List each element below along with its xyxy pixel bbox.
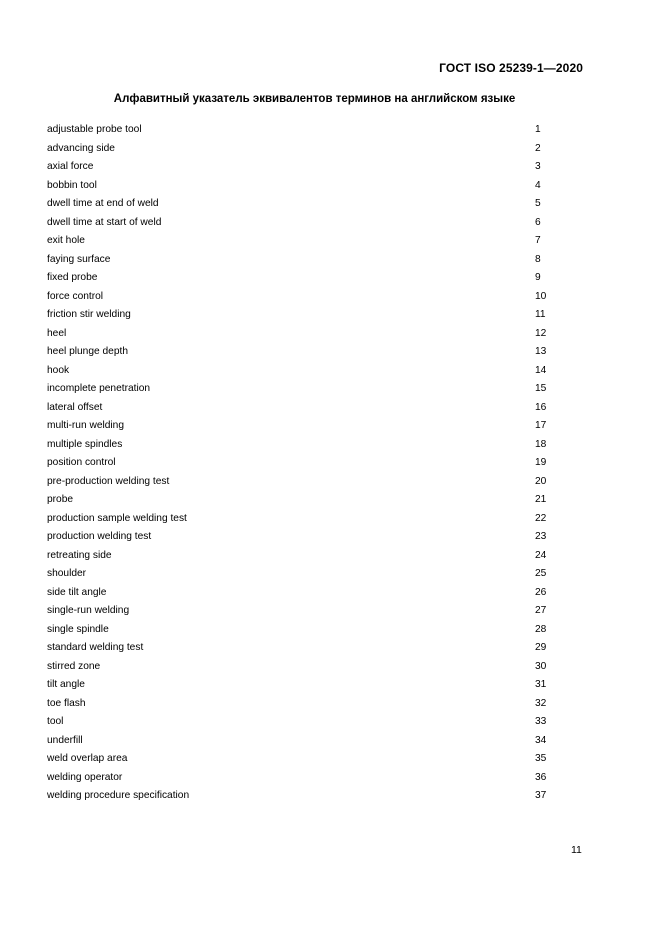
index-term-number: 13 bbox=[535, 346, 547, 357]
index-term: multiple spindles bbox=[47, 438, 123, 450]
index-entry bbox=[47, 325, 547, 344]
index-term: incomplete penetration bbox=[47, 383, 151, 394]
index-term-number: 36 bbox=[535, 771, 547, 783]
index-term: axial force bbox=[47, 161, 94, 172]
index-entry bbox=[47, 288, 547, 307]
index-term: advancing side bbox=[47, 142, 115, 154]
index-term-number: 2 bbox=[535, 142, 541, 154]
index-entry bbox=[47, 232, 547, 251]
index-term: adjustable probe tool bbox=[47, 124, 142, 135]
index-term: single spindle bbox=[47, 623, 109, 635]
index-term: pre-production welding test bbox=[47, 475, 170, 487]
index-entry bbox=[47, 491, 547, 510]
index-term-number: 27 bbox=[535, 605, 547, 616]
index-term-number: 30 bbox=[535, 660, 547, 672]
index-entry bbox=[47, 750, 547, 769]
index-entry bbox=[47, 158, 547, 177]
index-entry bbox=[47, 436, 547, 455]
index-term: heel plunge depth bbox=[47, 346, 129, 357]
index-entry bbox=[47, 621, 547, 640]
index-term-number: 12 bbox=[535, 327, 547, 339]
index-term: welding operator bbox=[47, 771, 123, 783]
index-title: Алфавитный указатель эквивалентов терминов на английском языке bbox=[113, 93, 516, 105]
index-term: faying surface bbox=[47, 253, 111, 265]
index-term-number: 29 bbox=[535, 642, 547, 653]
index-term: fixed probe bbox=[47, 272, 98, 283]
index-entry bbox=[47, 676, 547, 695]
index-term: toe flash bbox=[47, 697, 86, 709]
index-entry bbox=[47, 639, 547, 658]
index-entry bbox=[47, 454, 547, 473]
index-entry bbox=[47, 362, 547, 381]
index-term: welding procedure specification bbox=[47, 790, 190, 801]
index-entry bbox=[47, 769, 547, 788]
index-entry bbox=[47, 251, 547, 270]
index-term: retreating side bbox=[47, 549, 112, 561]
index-entry bbox=[47, 528, 547, 547]
index-entry bbox=[47, 121, 547, 140]
index-entry bbox=[47, 473, 547, 492]
index-term-number: 14 bbox=[535, 364, 547, 376]
index-term-number: 17 bbox=[535, 420, 547, 431]
index-term-number: 34 bbox=[535, 734, 547, 746]
index-entry bbox=[47, 787, 547, 806]
index-term: stirred zone bbox=[47, 660, 101, 672]
index-term: weld overlap area bbox=[47, 753, 128, 764]
index-term: tool bbox=[47, 716, 64, 727]
index-entry bbox=[47, 565, 547, 584]
index-term-number: 4 bbox=[535, 179, 541, 191]
index-term-number: 18 bbox=[535, 438, 547, 450]
index-term: standard welding test bbox=[47, 642, 144, 653]
index-entry bbox=[47, 140, 547, 159]
index-term-number: 11 bbox=[535, 309, 546, 320]
index-entry bbox=[47, 195, 547, 214]
index-term-number: 35 bbox=[535, 753, 547, 764]
index-term-number: 33 bbox=[535, 716, 547, 727]
index-term: shoulder bbox=[47, 568, 87, 579]
index-term-number: 37 bbox=[535, 790, 547, 801]
index-term-number: 1 bbox=[535, 124, 541, 135]
index-entry bbox=[47, 399, 547, 418]
index-term-number: 5 bbox=[535, 198, 541, 209]
page-number: 11 bbox=[571, 844, 582, 856]
index-term: production welding test bbox=[47, 531, 152, 542]
index-term: probe bbox=[47, 494, 74, 505]
index-entry bbox=[47, 306, 547, 325]
index-term-number: 28 bbox=[535, 623, 547, 635]
index-term: single-run welding bbox=[47, 605, 130, 616]
index-term: tilt angle bbox=[47, 679, 85, 690]
index-term-number: 31 bbox=[535, 679, 547, 690]
index-entry bbox=[47, 602, 547, 621]
index-term-number: 10 bbox=[535, 290, 547, 302]
index-term: production sample welding test bbox=[47, 512, 187, 524]
index-term-number: 20 bbox=[535, 475, 547, 487]
index-term: underfill bbox=[47, 734, 83, 746]
index-term-number: 7 bbox=[535, 235, 541, 246]
index-entry bbox=[47, 713, 547, 732]
index-entry bbox=[47, 417, 547, 436]
index-term-number: 3 bbox=[535, 161, 541, 172]
index-term-number: 16 bbox=[535, 401, 547, 413]
index-term: dwell time at end of weld bbox=[47, 198, 159, 209]
index-entry bbox=[47, 695, 547, 714]
index-term: heel bbox=[47, 327, 67, 339]
index-term-number: 25 bbox=[535, 568, 547, 579]
index-term: friction stir welding bbox=[47, 309, 131, 320]
index-term: exit hole bbox=[47, 235, 85, 246]
index-entry bbox=[47, 269, 547, 288]
index-entry bbox=[47, 584, 547, 603]
index-entry bbox=[47, 510, 547, 529]
index-term-number: 9 bbox=[535, 272, 541, 283]
index-entry bbox=[47, 547, 547, 566]
index-term-number: 24 bbox=[535, 549, 547, 561]
index-term: dwell time at start of weld bbox=[47, 216, 162, 228]
index-entry bbox=[47, 658, 547, 677]
index-term: multi-run welding bbox=[47, 420, 125, 431]
index-term: hook bbox=[47, 364, 70, 376]
index-term: force control bbox=[47, 290, 104, 302]
index-term-number: 15 bbox=[535, 383, 547, 394]
index-term: position control bbox=[47, 457, 116, 468]
index-term-number: 6 bbox=[535, 216, 541, 228]
index-term: lateral offset bbox=[47, 401, 103, 413]
index-term-number: 22 bbox=[535, 512, 547, 524]
term-index-list bbox=[47, 121, 547, 806]
index-entry bbox=[47, 177, 547, 196]
index-term: bobbin tool bbox=[47, 179, 97, 191]
index-term-number: 19 bbox=[535, 457, 547, 468]
index-term-number: 23 bbox=[535, 531, 547, 542]
document-code: ГОСТ ISO 25239-1—2020 bbox=[439, 61, 583, 75]
index-term: side tilt angle bbox=[47, 586, 107, 598]
index-term-number: 8 bbox=[535, 253, 541, 265]
index-term-number: 21 bbox=[535, 494, 547, 505]
index-term-number: 26 bbox=[535, 586, 547, 598]
index-entry bbox=[47, 343, 547, 362]
index-entry bbox=[47, 380, 547, 399]
index-entry bbox=[47, 214, 547, 233]
index-term-number: 32 bbox=[535, 697, 547, 709]
index-entry bbox=[47, 732, 547, 751]
